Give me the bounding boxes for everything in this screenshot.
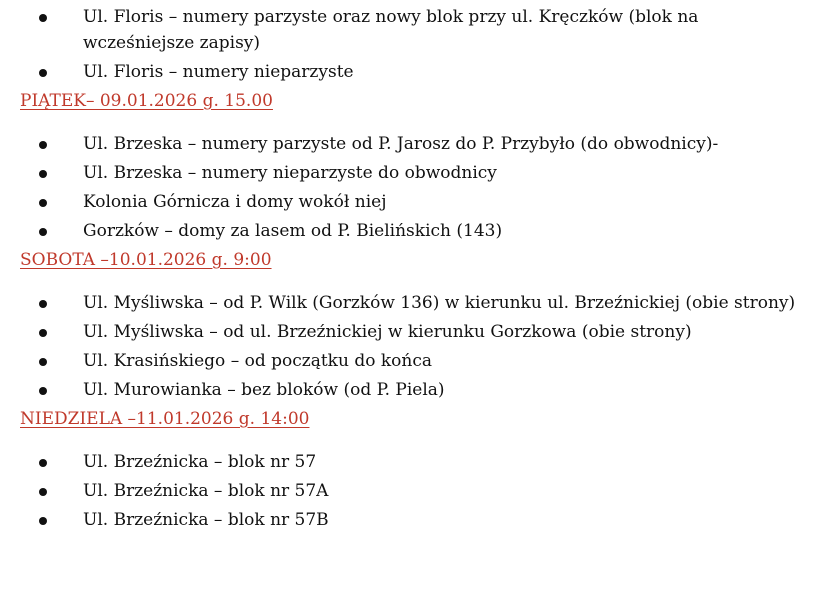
- item-list: [20, 4, 803, 85]
- item-list: [20, 131, 803, 244]
- list-item: Ul. Floris – numery nieparzyste: [83, 59, 803, 85]
- item-list: [20, 290, 803, 403]
- list-item: Ul. Myśliwska – od ul. Brzeźnickiej w kierunku Gorzkowa (obie strony): [83, 319, 803, 345]
- list-item: Ul. Myśliwska – od P. Wilk (Gorzków 136) w kierunku ul. Brzeźnickiej (obie strony): [83, 290, 803, 316]
- section-sunday: [20, 406, 803, 533]
- section-saturday: [20, 247, 803, 403]
- list-item: Kolonia Górnicza i domy wokół niej: [83, 189, 803, 215]
- list-item: Ul. Murowianka – bez bloków (od P. Piela): [83, 377, 803, 403]
- day-heading-friday: PIĄTEK– 09.01.2026 g. 15.00: [20, 91, 273, 111]
- list-item: Ul. Brzeska – numery nieparzyste do obwodnicy: [83, 160, 803, 186]
- section-continued: [20, 4, 803, 85]
- list-item: Gorzków – domy za lasem od P. Bielińskich (143): [83, 218, 803, 244]
- list-item: Ul. Brzeska – numery parzyste od P. Jarosz do P. Przybyło (do obwodnicy)-: [83, 131, 803, 157]
- section-friday: [20, 88, 803, 244]
- list-item: Ul. Brzeźnicka – blok nr 57: [83, 449, 803, 475]
- day-heading-sunday: NIEDZIELA –11.01.2026 g. 14:00: [20, 409, 310, 429]
- list-item: Ul. Brzeźnicka – blok nr 57B: [83, 507, 803, 533]
- list-item: Ul. Floris – numery parzyste oraz nowy blok przy ul. Kręczków (blok na wcześniejsze zapisy): [83, 4, 803, 56]
- item-list: [20, 449, 803, 533]
- list-item: Ul. Krasińskiego – od początku do końca: [83, 348, 803, 374]
- list-item: Ul. Brzeźnicka – blok nr 57A: [83, 478, 803, 504]
- day-heading-saturday: SOBOTA –10.01.2026 g. 9:00: [20, 250, 272, 270]
